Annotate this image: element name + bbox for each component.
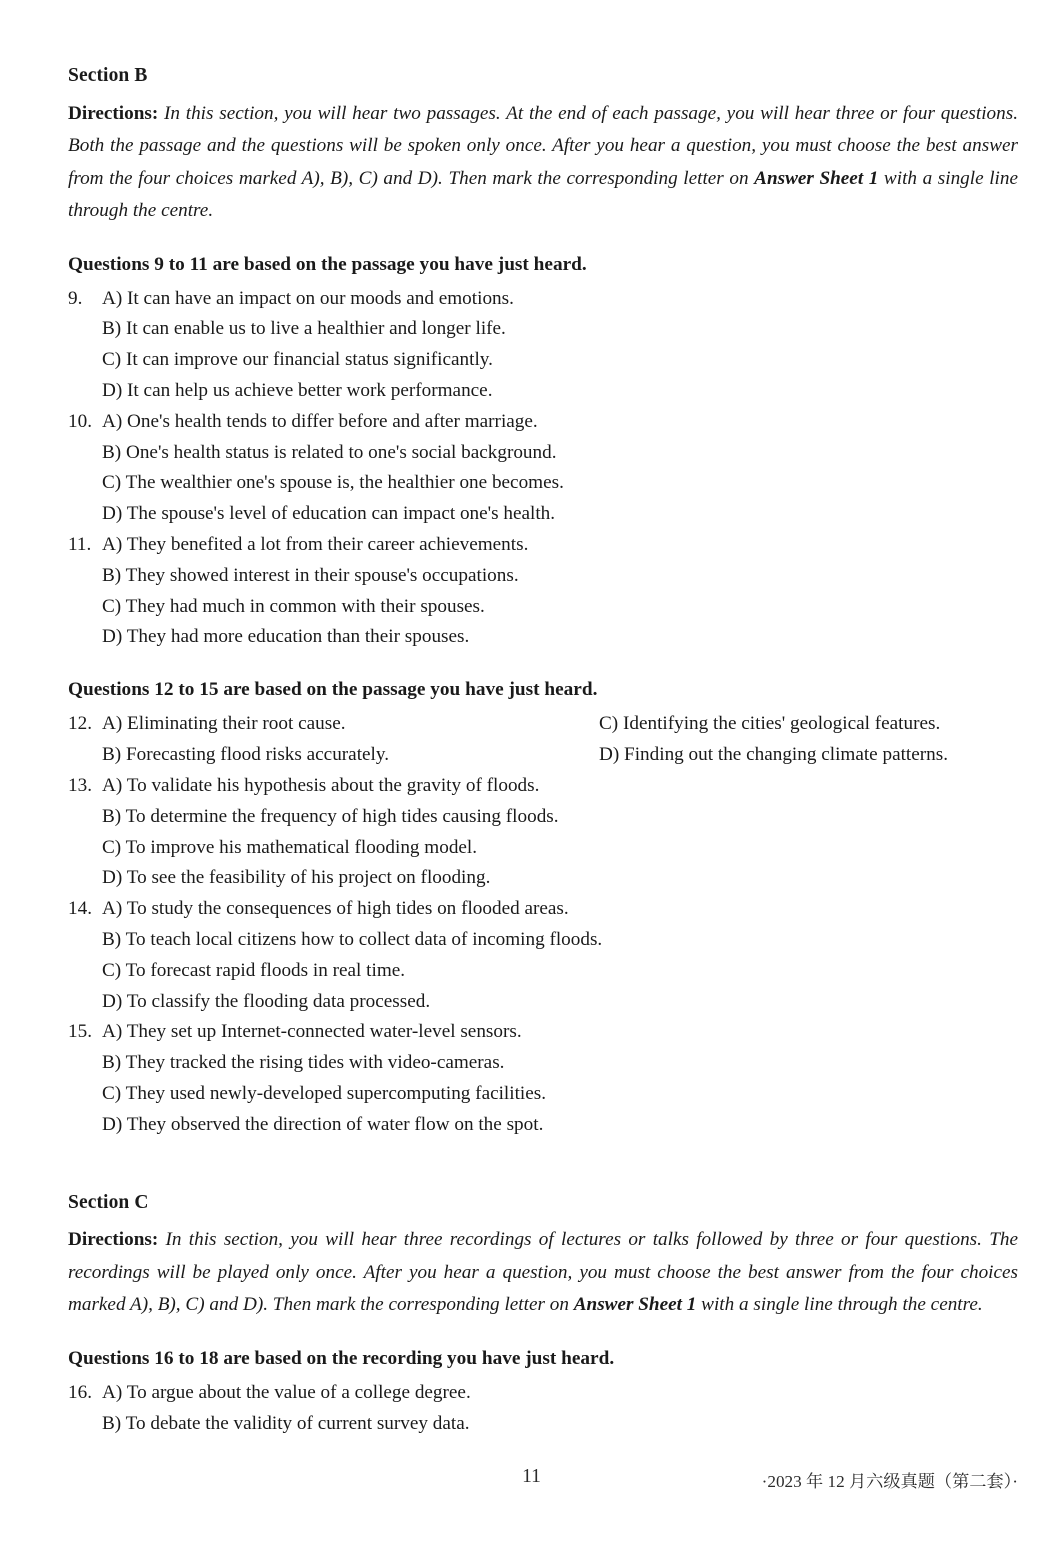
question-number: 13.: [68, 775, 92, 797]
option-row[interactable]: [68, 894, 1018, 925]
option-row[interactable]: [68, 1048, 1018, 1079]
question-9: [68, 284, 1018, 407]
option-row[interactable]: [68, 530, 1018, 561]
option-a[interactable]: A) To argue about the value of a college degree.: [102, 1381, 471, 1403]
option-row[interactable]: [68, 345, 1018, 376]
option-b[interactable]: B) They tracked the rising tides with video-cameras.: [102, 1052, 505, 1074]
page-footer: [0, 1466, 1063, 1506]
section-spacer: [68, 1141, 1018, 1193]
section-b-directions-lead: Directions:: [68, 102, 159, 124]
exam-edition-note: ·2023 年 12 月六级真题（第二套）·: [761, 1472, 1018, 1491]
option-d[interactable]: D) To see the feasibility of his project on flooding.: [102, 867, 491, 889]
question-13: [68, 771, 1018, 894]
option-row[interactable]: [68, 1378, 1018, 1409]
option-row[interactable]: [68, 376, 1018, 407]
option-a[interactable]: A) To study the consequences of high tides on flooded areas.: [102, 898, 569, 920]
questions-9-11-title: Questions 9 to 11 are based on the passage you have just heard.: [68, 253, 587, 275]
question-16: [68, 1378, 1018, 1440]
option-row[interactable]: [68, 925, 1018, 956]
question-number: 14.: [68, 898, 92, 920]
option-a[interactable]: A) To validate his hypothesis about the gravity of floods.: [102, 775, 540, 797]
option-b[interactable]: B) To debate the validity of current survey data.: [102, 1412, 470, 1434]
option-row[interactable]: [68, 1110, 1018, 1141]
option-row[interactable]: [68, 956, 1018, 987]
option-row[interactable]: [68, 771, 1018, 802]
option-b[interactable]: B) To determine the frequency of high tides causing floods.: [102, 805, 559, 827]
option-row[interactable]: [68, 709, 1018, 740]
section-b-heading: Section B: [68, 65, 148, 86]
option-a[interactable]: A) It can have an impact on our moods and emotions.: [102, 287, 514, 309]
option-c[interactable]: C) They had much in common with their spouses.: [102, 595, 485, 617]
option-row[interactable]: [68, 314, 1018, 345]
question-number: 11.: [68, 534, 92, 556]
option-b[interactable]: B) It can enable us to live a healthier and longer life.: [102, 318, 506, 340]
option-d[interactable]: D) It can help us achieve better work performance.: [102, 380, 493, 402]
option-row[interactable]: [68, 407, 1018, 438]
option-b[interactable]: B) One's health status is related to one's social background.: [102, 441, 557, 463]
option-a[interactable]: A) They set up Internet-connected water-level sensors.: [102, 1021, 522, 1043]
option-row[interactable]: [68, 592, 1018, 623]
option-row[interactable]: [68, 833, 1018, 864]
page-content: [68, 66, 1018, 1439]
option-row[interactable]: [68, 438, 1018, 469]
option-d[interactable]: D) To classify the flooding data processed.: [102, 990, 431, 1012]
option-row[interactable]: [68, 1079, 1018, 1110]
option-c[interactable]: C) It can improve our financial status significantly.: [102, 349, 493, 371]
questions-16-18-title: Questions 16 to 18 are based on the recording you have just heard.: [68, 1347, 615, 1369]
page-number: 11: [522, 1466, 541, 1487]
option-b[interactable]: B) To teach local citizens how to collect data of incoming floods.: [102, 929, 603, 951]
section-c-heading: Section C: [68, 1191, 149, 1213]
section-c-directions-lead: Directions:: [68, 1229, 159, 1251]
section-b-directions: [68, 98, 1018, 228]
option-row[interactable]: [68, 863, 1018, 894]
option-a[interactable]: A) They benefited a lot from their career achievements.: [102, 534, 529, 556]
section-b-answer-sheet-ref: Answer Sheet 1: [754, 167, 879, 189]
option-c[interactable]: C) The wealthier one's spouse is, the healthier one becomes.: [102, 472, 564, 494]
option-row[interactable]: [68, 284, 1018, 315]
section-c-directions-text-2: with a single line through the centre.: [696, 1294, 983, 1316]
question-15: [68, 1017, 1018, 1140]
question-11: [68, 530, 1018, 653]
option-c[interactable]: C) To improve his mathematical flooding model.: [102, 836, 478, 858]
option-row[interactable]: [68, 987, 1018, 1018]
option-b[interactable]: B) They showed interest in their spouse's occupations.: [102, 564, 519, 586]
option-b[interactable]: B) Forecasting flood risks accurately.: [102, 744, 390, 766]
option-c[interactable]: C) They used newly-developed supercomputing facilities.: [102, 1083, 547, 1104]
option-d[interactable]: D) Finding out the changing climate patterns.: [599, 744, 949, 766]
option-row[interactable]: [68, 561, 1018, 592]
question-12: [68, 709, 1018, 771]
question-14: [68, 894, 1018, 1017]
question-number: 15.: [68, 1021, 92, 1043]
option-row[interactable]: [68, 622, 1018, 653]
option-row[interactable]: [68, 740, 1018, 771]
question-number: 12.: [68, 713, 92, 735]
section-b-directions-text-2: with a single line through the centre.: [68, 167, 1018, 221]
section-b-directions-text-1: In this section, you will hear two passages. At the end of each passage, you will hear three or four questions. Both the passage and the questions will be spoken only once. After you hear a question, you must choose the best answer from the four choices marked A), B), C) and D). Then mark the corresponding letter on: [68, 102, 1018, 189]
option-a[interactable]: A) Eliminating their root cause.: [102, 713, 346, 735]
option-c[interactable]: C) To forecast rapid floods in real time.: [102, 959, 406, 981]
question-10: [68, 407, 1018, 530]
option-row[interactable]: [68, 1017, 1018, 1048]
option-row[interactable]: [68, 1409, 1018, 1440]
section-c-directions-text-1: In this section, you will hear three recordings of lectures or talks followed by three or four questions. The recordings will be played only once. After you hear a question, you must choose the best answer from the four choices marked A), B), C) and D). Then mark the corresponding letter on: [68, 1229, 1018, 1316]
section-c-directions: [68, 1224, 1018, 1322]
question-number: 16.: [68, 1381, 92, 1403]
question-number: 10.: [68, 410, 92, 432]
section-c-answer-sheet-ref: Answer Sheet 1: [573, 1294, 697, 1316]
questions-12-15-title: Questions 12 to 15 are based on the passage you have just heard.: [68, 679, 598, 701]
question-number: 9.: [68, 287, 83, 309]
option-d[interactable]: D) They observed the direction of water flow on the spot.: [102, 1113, 544, 1135]
option-a[interactable]: A) One's health tends to differ before and after marriage.: [102, 410, 538, 432]
option-d[interactable]: D) The spouse's level of education can impact one's health.: [102, 503, 556, 525]
option-row[interactable]: [68, 802, 1018, 833]
option-row[interactable]: [68, 468, 1018, 499]
option-d[interactable]: D) They had more education than their spouses.: [102, 626, 470, 648]
option-row[interactable]: [68, 499, 1018, 530]
option-c[interactable]: C) Identifying the cities' geological features.: [599, 713, 941, 735]
